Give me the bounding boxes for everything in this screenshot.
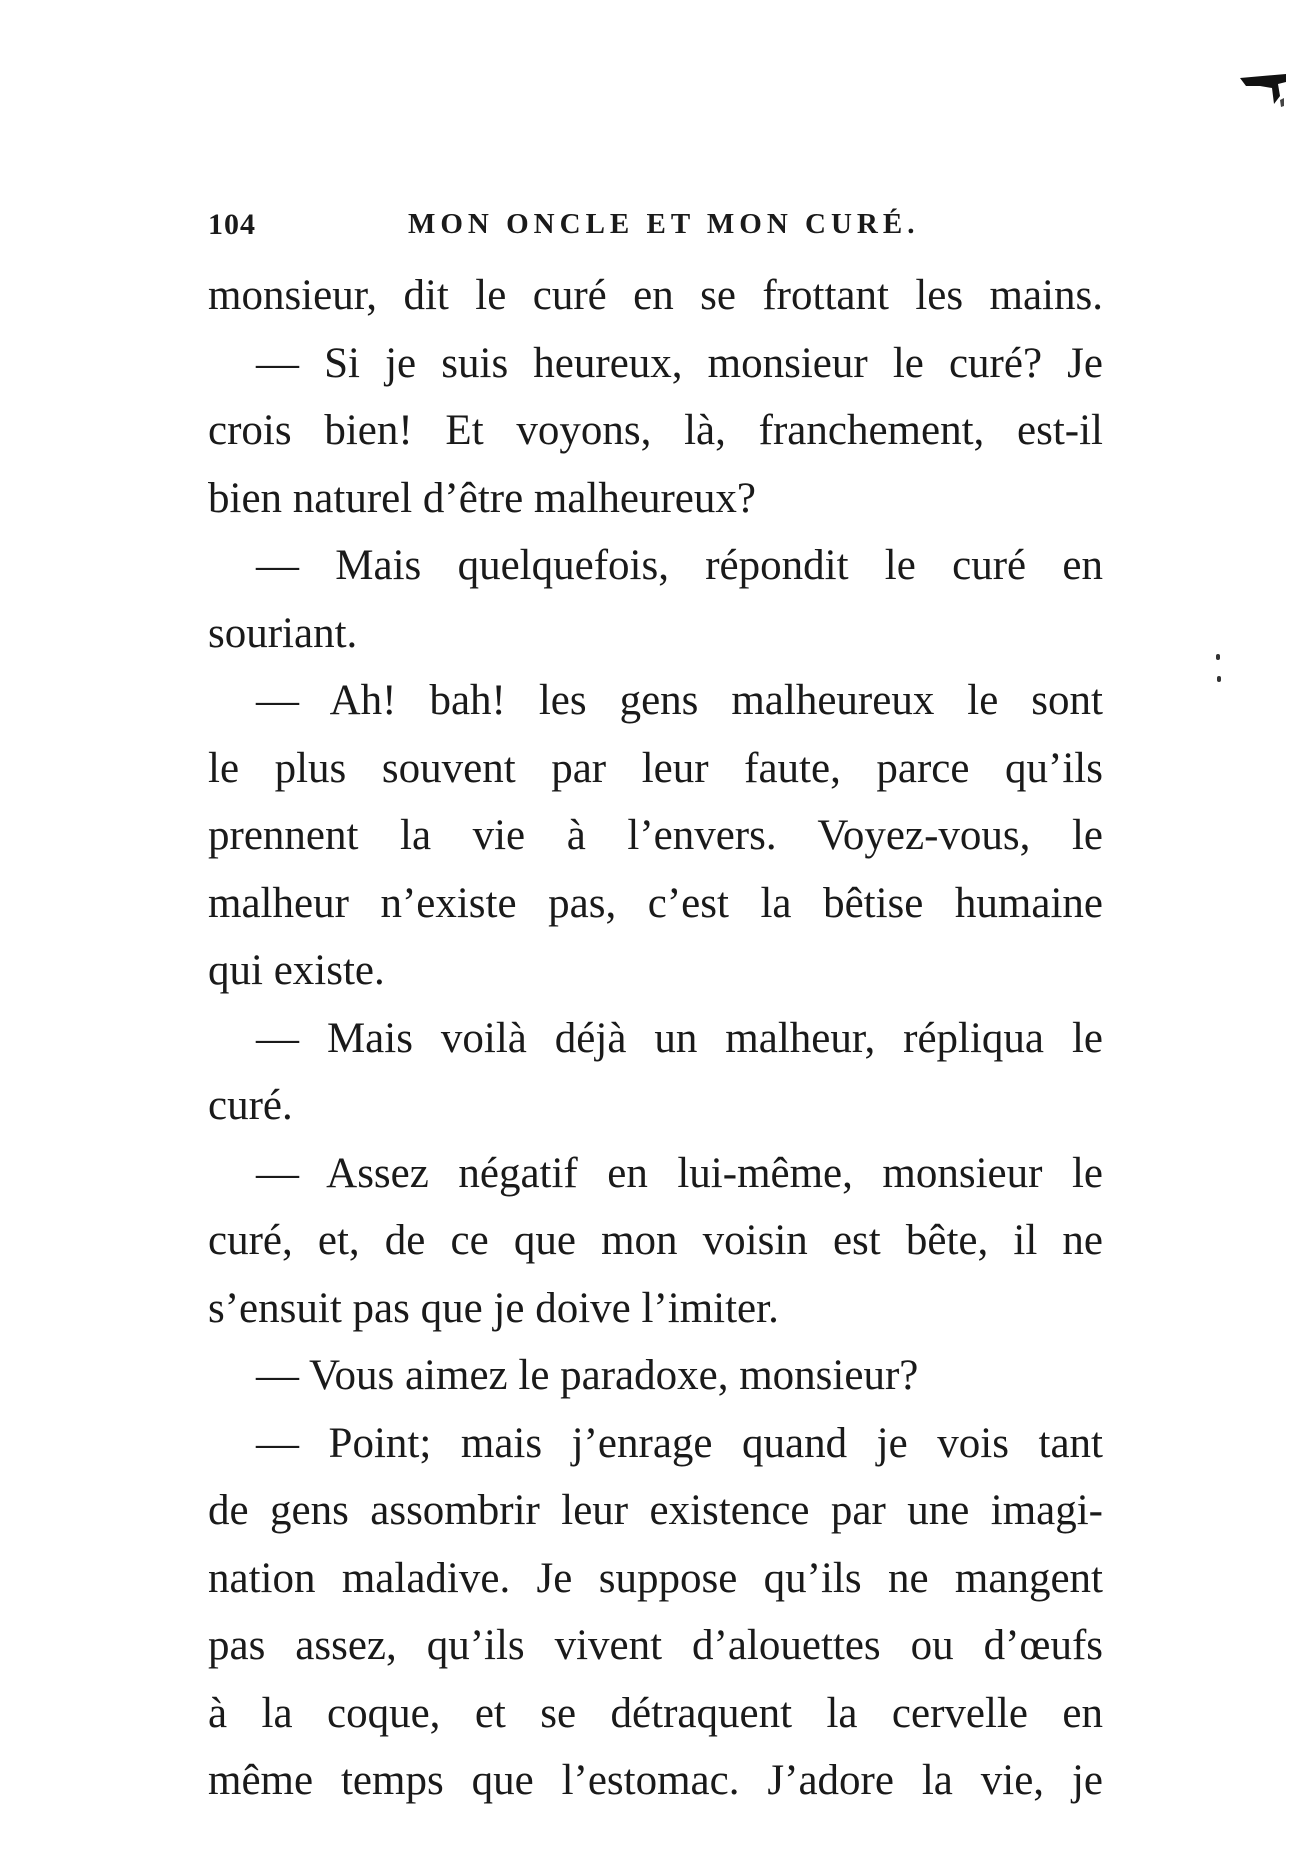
text-line: — Vous aimez le paradoxe, monsieur? [256, 1352, 919, 1399]
text-line: — Assez négatif en lui-même, monsieur le [256, 1149, 1103, 1197]
text-line: souriant. [208, 609, 358, 657]
text-line: — Si je suis heureux, monsieur le curé? Je [256, 339, 1103, 387]
running-header [208, 198, 1108, 248]
text-line: à la coque, et se détraquent la cervelle en [208, 1689, 1103, 1737]
text-line: curé, et, de ce que mon voisin est bête, il ne [208, 1217, 1103, 1264]
scan-artifact-mark [1240, 74, 1286, 108]
text-line: pas assez, qu’ils vivent d’alouettes ou d’œufs [208, 1622, 1103, 1669]
margin-speck [1216, 654, 1220, 660]
margin-speck [1217, 676, 1221, 682]
text-line: curé. [208, 1082, 293, 1129]
text-line: s’ensuit pas que je doive l’imiter. [208, 1284, 779, 1332]
text-line: malheur n’existe pas, c’est la bêtise humaine [208, 879, 1103, 927]
text-line: — Ah! bah! les gens malheureux le sont [256, 677, 1103, 724]
text-line: le plus souvent par leur faute, parce qu’ils [208, 744, 1103, 792]
body-text [208, 262, 1103, 1815]
text-line: — Mais quelquefois, répondit le curé en [256, 542, 1103, 589]
page-number: 104 [208, 208, 256, 241]
text-line: — Point; mais j’enrage quand je vois tant [256, 1419, 1103, 1467]
text-line: crois bien! Et voyons, là, franchement, est-il [208, 407, 1103, 454]
text-line: de gens assombrir leur existence par une imagi- [208, 1487, 1103, 1534]
text-line: prennent la vie à l’envers. Voyez-vous, le [208, 812, 1103, 859]
running-title: MON ONCLE ET MON CURÉ. [408, 208, 920, 240]
text-line: même temps que l’estomac. J’adore la vie, je [208, 1757, 1103, 1804]
text-line: bien naturel d’être malheureux? [208, 474, 756, 522]
text-line: qui existe. [208, 947, 385, 994]
text-line: nation maladive. Je suppose qu’ils ne mangent [208, 1554, 1103, 1602]
text-line: — Mais voilà déjà un malheur, répliqua le [256, 1014, 1103, 1062]
text-line: monsieur, dit le curé en se frottant les mains. [208, 272, 1103, 319]
